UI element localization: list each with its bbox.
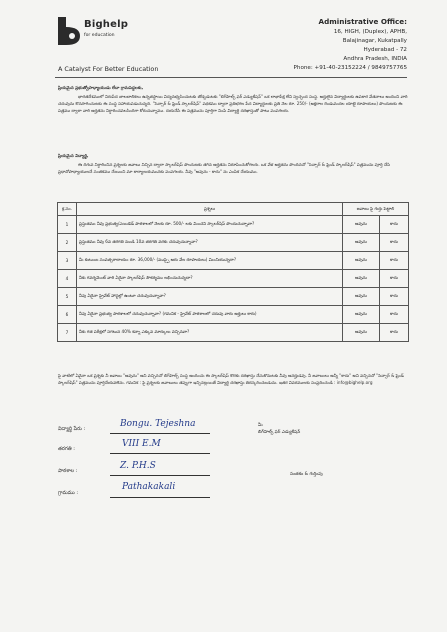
table-header-row — [58, 203, 409, 216]
col-header-question: ప్రశ్నలు — [77, 203, 343, 216]
field-label-class: తరగతి : — [58, 446, 75, 452]
row-number: 4 — [58, 270, 77, 288]
tagline: A Catalyst For Better Education — [58, 65, 159, 73]
answer-no[interactable]: కాదు — [380, 324, 409, 342]
table-row — [58, 288, 409, 306]
field-label-village: గ్రామము : — [58, 490, 79, 496]
instructions-paragraph: ఈ దిగువ నిర్ధారించిన ప్రశ్నలకు జవాబు నిచ్చిన ద్వారా స్కాలర్‌షిప్ పొందుటకు తగిన అర్హతను నిరూపించుకోగలరు. ఒక వేళ అర్హతను పొందినచో "సెన్సార్ & ఫ్రెండ్ స్కాలర్‌షిప్" పత్రమును పూర్తి చేసి ప్రధానోపాధ్యాయులచే సంతకము చేయించి మా కార్యాలయమునకు పంపగలరు. నీవు "అవును - కాదు" ను ఎంపిక చేయుము. — [58, 162, 391, 174]
answer-no[interactable]: కాదు — [380, 216, 409, 234]
signature-stamp-label: సంతకం & గుర్తింపు — [290, 472, 323, 477]
salutation: ప్రియమైన ప్రభుత్వోపాధ్యాయుడు లేదా గ్రామపెద్దలకు, — [58, 85, 144, 90]
office-title: Administrative Office: — [318, 17, 407, 26]
underline — [110, 497, 210, 498]
row-question: ప్రస్తుతము నీవు 6వ తరగతి నుండి 10వ తరగతి వరకు చదువుచున్నావా? — [77, 234, 343, 252]
student-name-value[interactable]: Bongu. Tejeshna — [120, 419, 196, 429]
header-divider — [55, 77, 407, 78]
row-number: 7 — [58, 324, 77, 342]
intro-paragraph: భారతదేశములో నిరుపేద బాలబాలికలు ఉన్నతస్థాయి విద్యనభ్యసించుటకు తోడ్పడుటకు "బిగ్‌హెల్ప్ ఫర్ ఎడ్యుకేషన్" ఒక లాభాపేక్ష లేని స్వచ్ఛంద సంస్థ. అర్హులైన విద్యార్థులకు ఉపకార వేతనాలు అందించి వారి చదువును కొనసాగించుటకు ఈ సంస్థ సహాయపడుచున్నది. "సెన్సార్ & ఫ్రెండ్ స్కాలర్‌షిప్" పథకము ద్వారా ప్రతిభగల పేద విద్యార్థులకు ప్రతి నెల రూ. 250/- (అక్షరాల రెండువందల యాభై రూపాయలు) పొందుటకు ఈ పత్రము ద్వారా వారి అర్హతను నిర్ధారించవలసిందిగా కోరుచున్నాము. దయచేసి ఈ పత్రమును పూర్తిగా నింపి విద్యార్థి దరఖాస్తుతో పాటు పంపగలరు. — [58, 94, 408, 113]
answer-yes[interactable]: అవును — [343, 216, 380, 234]
office-line: Hyderabad - 72 — [363, 47, 407, 53]
footer-note: పై వాటిలో ఏవైనా ఒక ప్రశ్నకు నీ జవాబు "అవును" అని వచ్చినచో బిగ్‌హెల్ప్ సంస్థ అందించు ఈ స్కాలర్‌షిప్ కొరకు దరఖాస్తు చేసుకొనుటకు నీవు అనర్హుడవు. నీ జవాబులు అన్నీ "కాదు" అని వచ్చినచో "సెన్సార్ & ఫ్రెండ్ స్కాలర్‌షిప్" పత్రమును పూర్తిచేయవలెను. గమనిక : పై ప్రశ్నలకు జవాబులు తప్పుగా ఇచ్చినట్లయితే విద్యార్థి దరఖాస్తు తిరస్కరించబడును. ఇతర వివరములకు సంప్రదించండి : info@bighelp.org — [58, 373, 404, 385]
field-label-school: పాఠశాల : — [58, 468, 78, 474]
answer-yes[interactable]: అవును — [343, 306, 380, 324]
eligibility-table — [57, 202, 409, 342]
answer-no[interactable]: కాదు — [380, 234, 409, 252]
student-salutation: ప్రియమైన విద్యార్థి, — [58, 153, 89, 158]
office-phone: Phone: +91-40-23152224 / 9849757765 — [293, 65, 407, 71]
answer-yes[interactable]: అవును — [343, 234, 380, 252]
row-number: 5 — [58, 288, 77, 306]
answer-no[interactable]: కాదు — [380, 270, 409, 288]
field-label-student-name: విద్యార్థి పేరు : — [58, 426, 86, 432]
school-value[interactable]: Z. P.H.S — [120, 461, 156, 471]
row-question: నీకు గవర్నమెంట్ వారి ఏదైనా స్కాలర్‌షిప్ సౌకర్యము లభించుచున్నదా? — [77, 270, 343, 288]
table-row — [58, 252, 409, 270]
underline — [110, 475, 210, 476]
answer-no[interactable]: కాదు — [380, 306, 409, 324]
row-question: ప్రస్తుతము నీవు ప్రభుత్వ/ఎయిడెడ్ పాఠశాలలో నెలకు రూ. 500/- లకు మించని స్కాలర్‌షిప్ పొందుచున్నావా? — [77, 216, 343, 234]
table-row — [58, 306, 409, 324]
class-value[interactable]: VIII E.M — [122, 439, 161, 449]
answer-yes[interactable]: అవును — [343, 270, 380, 288]
row-question: నీవు ఏదైనా ప్రభుత్వ పాఠశాలలో చదువుచున్నావా? (గమనిక - ప్రైవేట్ పాఠశాలలో చదువు వారు అర్హులు కారు) — [77, 306, 343, 324]
signatory-org: మీ బిగ్‌హెల్ప్ ఫర్ ఎడ్యుకేషన్ — [258, 423, 301, 435]
answer-yes[interactable]: అవును — [343, 252, 380, 270]
row-question: నీకు గత పరీక్షలో సగటున 40% కన్నా ఎక్కువ మార్కులు వచ్చినవా? — [77, 324, 343, 342]
office-address-block — [227, 17, 407, 73]
table-row — [58, 270, 409, 288]
bighelp-logo-icon — [58, 17, 80, 45]
row-question: నీవు ఏదైనా ప్రైవేట్ హాస్టల్లో ఉంటూ చదువుచున్నావా? — [77, 288, 343, 306]
office-line: Balajinagar, Kukatpally — [342, 38, 407, 44]
underline — [110, 433, 210, 434]
brand-subtitle: for education — [84, 33, 115, 38]
row-number: 2 — [58, 234, 77, 252]
village-value[interactable]: Pathakakali — [122, 482, 176, 492]
table-row — [58, 234, 409, 252]
answer-no[interactable]: కాదు — [380, 288, 409, 306]
office-line: 16, HIGH, (Duplex), APHB, — [333, 29, 407, 35]
row-number: 6 — [58, 306, 77, 324]
col-header-answer: జవాబు పై గుర్తు పెట్టాలి — [343, 203, 409, 216]
answer-yes[interactable]: అవును — [343, 288, 380, 306]
col-header-number: క్ర.సం. — [58, 203, 77, 216]
row-question: మీ కుటుంబ సంవత్సరాదాయం రూ. 36,000/- (ముప్పై ఆరు వేల రూపాయలు) మించియున్నదా? — [77, 252, 343, 270]
row-number: 3 — [58, 252, 77, 270]
brand-name: Bighelp — [84, 19, 129, 30]
row-number: 1 — [58, 216, 77, 234]
answer-yes[interactable]: అవును — [343, 324, 380, 342]
table-row — [58, 324, 409, 342]
answer-no[interactable]: కాదు — [380, 252, 409, 270]
table-row — [58, 216, 409, 234]
underline — [110, 453, 210, 454]
office-line: Andhra Pradesh, INDIA — [343, 56, 407, 62]
